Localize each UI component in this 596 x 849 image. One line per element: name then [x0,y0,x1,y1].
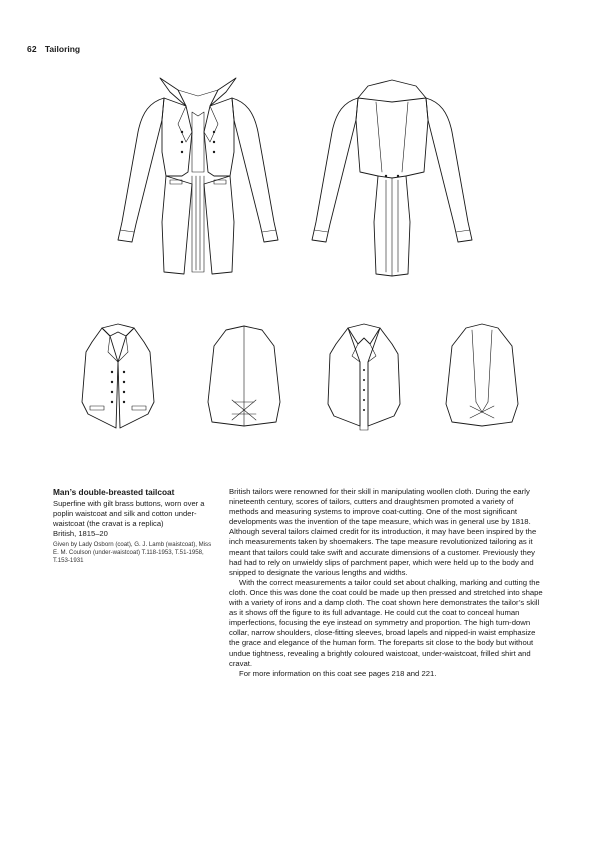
caption-description: Superfine with gilt brass buttons, worn over a poplin waistcoat and silk and cotton under-waistcoat (the cravat is a replica) [53,499,205,528]
paragraph: For more information on this coat see pages 218 and 221. [239,668,437,678]
body-text [229,487,545,679]
caption-credit: Given by Lady Osborn (coat), G. J. Lamb (waistcoat), Miss E. M. Coulson (under-waistcoat) T.118-1953, T.51-1958, T.153-1931 [53,541,212,565]
page-header [27,44,80,58]
caption-title: Man’s double-breasted tailcoat [53,487,175,497]
paragraph: With the correct measurements a tailor could set about chalking, marking and cutting the cloth. Once this was done the coat could be made up then pressed and stretched into shape with a variety of irons and a damp cloth. The coat shown here demonstrates the tailor’s skill as it shows off the figure to its full advantage. He could cut the coat to conceal human imperfections, focusing the eye instead on symmetry and proportion. The high turn-down collar, narrow shoulders, close-fitting sleeves, broad lapels and nipped-in waist emphasize the grace and elegance of the human form. The foreparts sit close to the body but without undue tightness, revealing a brightly coloured waistcoat, under-waistcoat, frilled shirt and cravat. [229,577,543,668]
page-number: 62 [27,44,37,54]
tailcoat-back-drawing [306,72,478,278]
caption [53,487,218,566]
under-waistcoat-front-drawing [318,322,410,434]
caption-origin: British, 1815–20 [53,529,108,538]
paragraph: British tailors were renowned for their skill in manipulating woollen cloth. During the early nineteenth century, scores of tailors, cutters and draughtsmen promoted a variety of methods and measuring systems to improve coat-cutting. One of the most significant developments was the invention of the tape measure, which was in general use by 1818. Although several tailors claimed credit for its introduction, it may have been inspired by the inch measurements taken by shoemakers. The tape measure revolutionized tailoring as it meant that tailors could take swift and accurate dimensions of a customer. Previously they had had to rely on unwieldy slips of parchment paper, which were held up to the body and snipped to designate the various lengths and widths. [229,487,537,577]
under-waistcoat-back-drawing [436,322,528,434]
waistcoat-back-drawing [198,322,290,434]
tailcoat-front-drawing [112,72,284,278]
running-head: Tailoring [44,44,81,54]
waistcoat-front-drawing [72,322,164,434]
